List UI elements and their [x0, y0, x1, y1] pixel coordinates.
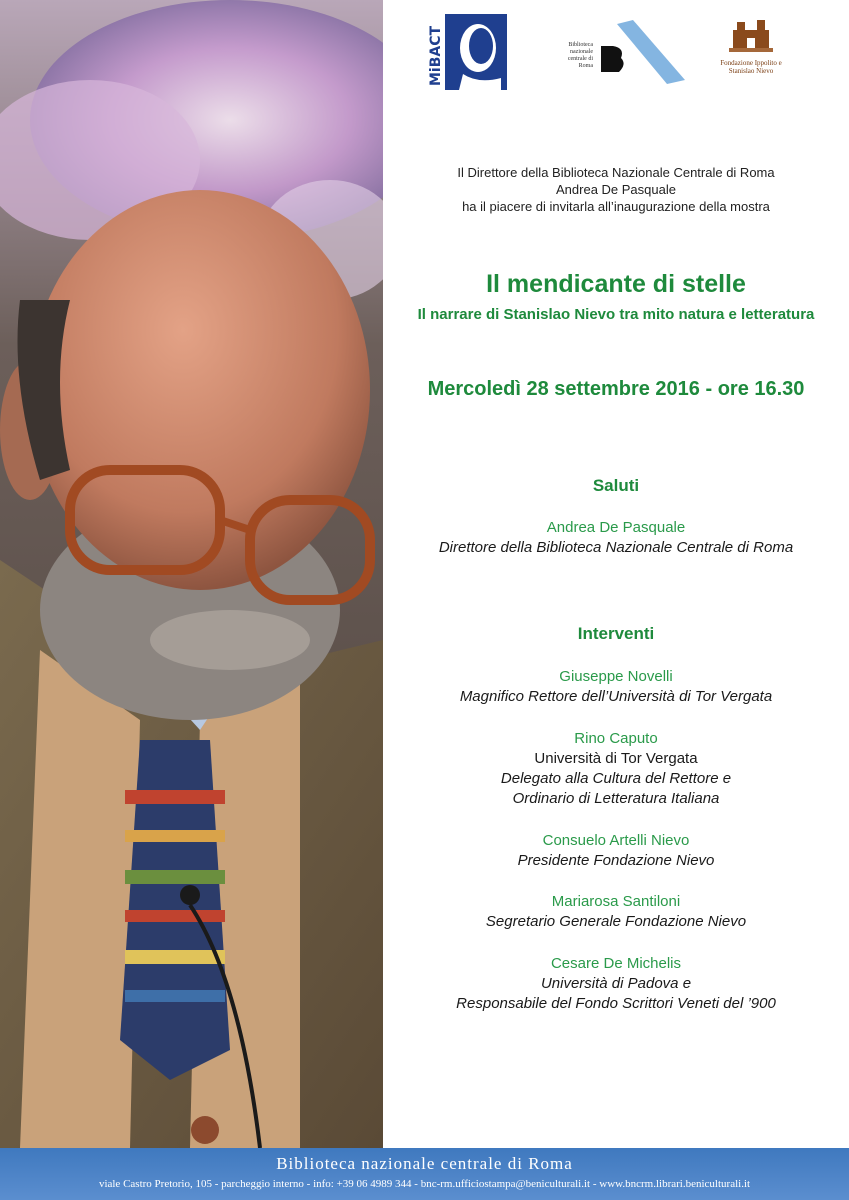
event-date: Mercoledì 28 settembre 2016 - ore 16.30 [427, 378, 805, 400]
bncr-icon [597, 20, 687, 90]
invitation-line-3: ha il piacere di invitarla all’inaugurazione della mostra [462, 199, 770, 214]
speaker-role: Ordinario di Letteratura Italiana [512, 790, 720, 807]
mibact-icon [423, 14, 507, 90]
saluti-heading: Saluti [592, 476, 640, 495]
mibact-logo [423, 14, 507, 95]
speaker-role: Direttore della Biblioteca Nazionale Centrale di Roma [438, 539, 794, 556]
speaker-role: Magnifico Rettore dell’Università di Tor Vergata [459, 688, 773, 705]
speaker-name: Rino Caputo [574, 730, 658, 747]
speaker-role: Presidente Fondazione Nievo [517, 852, 715, 869]
castle-icon [729, 16, 773, 52]
speaker-name: Mariarosa Santiloni [551, 893, 681, 910]
nievo-logo-text: Fondazione Ippolito e Stanislao Nievo [720, 59, 782, 75]
speaker-role: Responsabile del Fondo Scrittori Veneti del ’900 [456, 995, 776, 1012]
footer-institution: Biblioteca nazionale centrale di Roma [276, 1154, 573, 1173]
speaker-entry-caputo [383, 729, 849, 809]
portrait-photo [0, 0, 383, 1148]
footer-contacts: viale Castro Pretorio, 105 - parcheggio interno - info: +39 06 4989 344 - bnc-rm.ufficiostampa@beniculturali.it - www.bncrm.librari.beniculturali.it [98, 1178, 751, 1190]
speaker-entry-artelli-nievo [383, 831, 849, 871]
exhibition-subtitle: Il narrare di Stanislao Nievo tra mito natura e letteratura [417, 306, 815, 323]
saluti-entry [383, 518, 849, 558]
invitation-line-1: Il Direttore della Biblioteca Nazionale Centrale di Roma [457, 165, 775, 180]
exhibition-title: Il mendicante di stelle [486, 270, 746, 298]
invitation-line-2: Andrea De Pasquale [556, 182, 676, 197]
speaker-name: Giuseppe Novelli [559, 668, 673, 685]
speaker-name: Cesare De Michelis [550, 955, 682, 972]
bncr-logo-text: Biblioteca nazionale centrale di Roma [567, 42, 593, 69]
speaker-name: Consuelo Artelli Nievo [542, 832, 690, 849]
portrait-illustration [0, 0, 383, 1148]
speaker-role: Segretario Generale Fondazione Nievo [485, 913, 747, 930]
invitation-panel [383, 0, 849, 1148]
footer-bar [0, 1148, 849, 1200]
speaker-affiliation: Università di Tor Vergata [534, 750, 698, 767]
speaker-entry-santiloni [383, 892, 849, 932]
speaker-role: Delegato alla Cultura del Rettore e [500, 770, 732, 787]
speaker-role: Università di Padova e [540, 975, 692, 992]
mibact-wordmark: MiBACT [428, 25, 444, 86]
invitation-text [383, 164, 849, 215]
speaker-name: Andrea De Pasquale [546, 519, 686, 536]
speaker-entry-novelli [383, 667, 849, 707]
nievo-logo [713, 16, 789, 75]
logo-bar [383, 12, 849, 94]
speaker-entry-de-michelis [383, 954, 849, 1014]
interventi-heading: Interventi [577, 624, 655, 643]
